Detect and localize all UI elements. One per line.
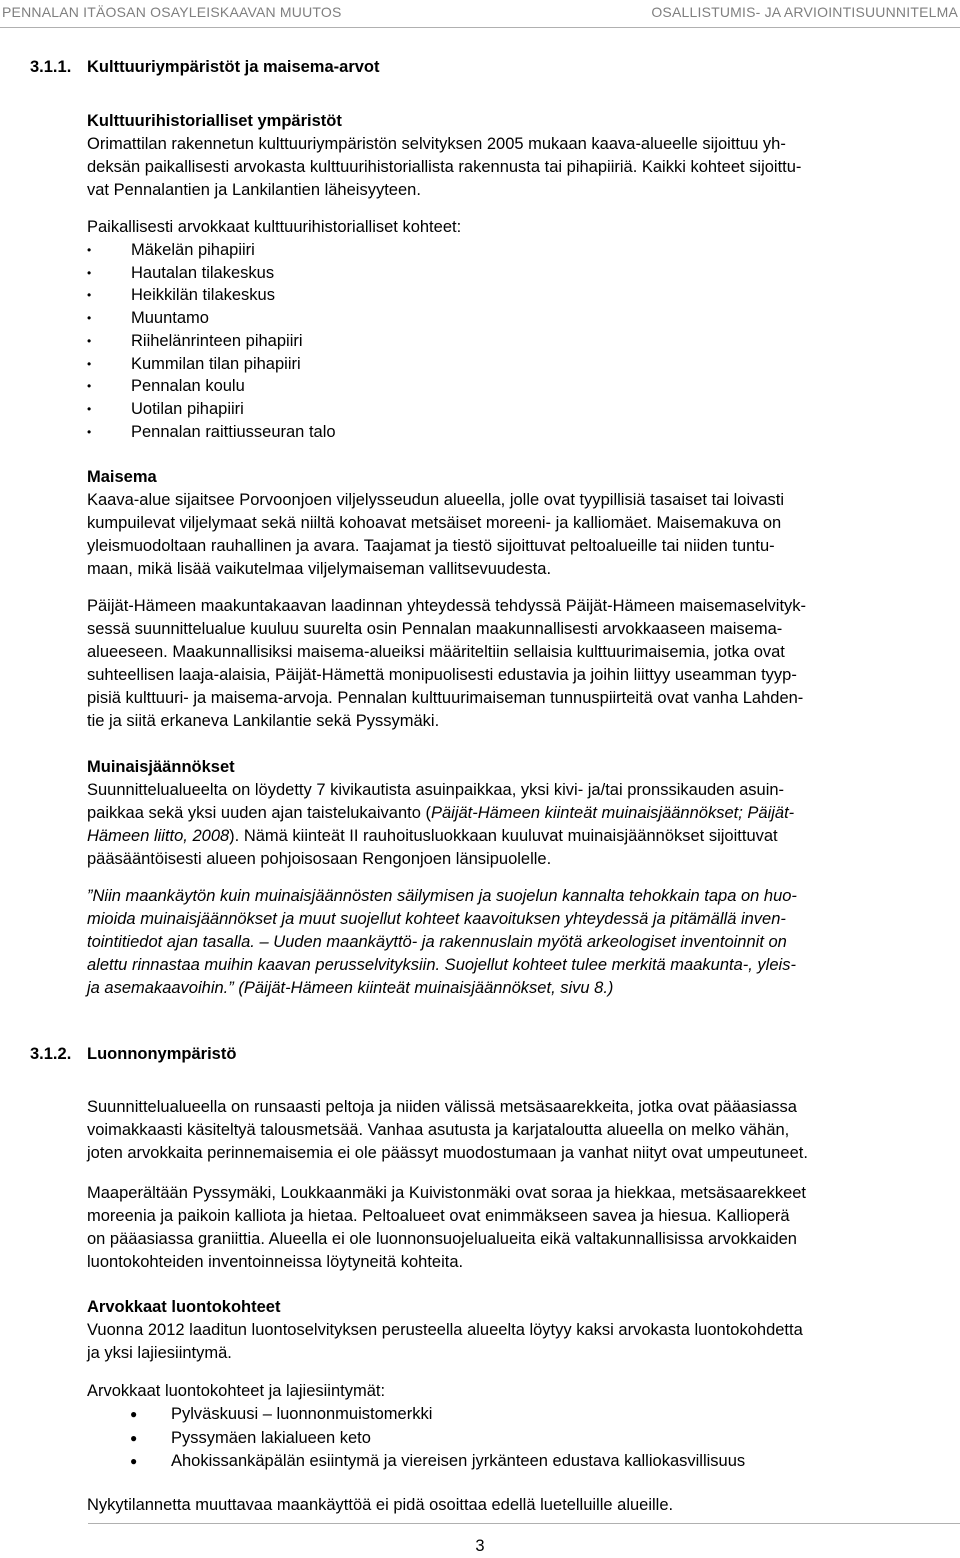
paragraph-line: sessä suunnittelualue kuuluu suurelta osin Pennalan maakunnallisesti arvokkaaseen maisema- [87,620,783,638]
header-document-title: PENNALAN ITÄOSAN OSAYLEISKAAVAN MUUTOS [2,4,342,20]
paragraph-line: Maaperältään Pyssymäki, Loukkaanmäki ja Kuivistonmäki ovat soraa ja hiekkaa, metsäsaarekkeet [87,1184,807,1202]
list-item: • Heikkilän tilakeskus [87,284,336,307]
section-heading-3-1-1 [30,56,380,79]
citation-text: Päijät-Hämeen kiinteät muinaisjäännökset; Päijät- [430,804,795,822]
paragraph-line: Päijät-Hämeen maakuntakaavan laadinnan yhteydessä tehdyssä Päijät-Hämeen maisemaselvityk- [87,597,807,615]
list-item: • Uotilan pihapiiri [87,398,336,421]
text-run: ). Nämä kiinteät II rauhoitusluokkaan kuuluvat muinaisjäännökset sijoittuvat [229,827,778,845]
citation-text: Hämeen liitto, 2008 [87,827,230,845]
paragraph-line: deksän paikallisesti arvokasta kulttuurihistoriallista rakennusta tai pihapiiriä. Kaikki kohteet sijoittu- [87,158,802,176]
list-item: • Muuntamo [87,307,336,330]
quote-line: ”Niin maankäytön kuin muinaisjäännösten säilymisen ja suojelun kannalta tehokkain tapa on huo- [87,887,797,905]
list-item: • Pennalan koulu [87,375,336,398]
paragraph-line: joten arvokkaita perinnemaisemia ei ole päässyt muodostumaan ja vanhat niityt ovat umpeutuneet. [87,1144,808,1162]
paragraph-line [87,802,794,825]
quote-line: ja asemakaavoihin.” (Päijät-Hämeen kiinteät muinaisjäännökset, sivu 8.) [87,979,614,997]
paragraph-line: Vuonna 2012 laaditun luontoselvityksen perusteella alueelta löytyy kaksi arvokasta luontokohdetta [87,1321,803,1339]
subheading-muinaisjaannokset: Muinaisjäännökset [87,758,235,776]
paragraph-line: yleismuodoltaan rauhallinen ja avara. Taajamat ja tiestö sijoittuvat peltoalueille tai niiden tuntu- [87,537,775,555]
paragraph-line: kumpuilevat viljelymaat sekä niiltä kohoavat metsäiset moreeni- ja kalliomäet. Maisemakuva on [87,514,782,532]
list-item: • Mäkelän pihapiiri [87,239,336,262]
paragraph-line: Suunnittelualueelta on löydetty 7 kivikautista asuinpaikkaa, yksi kivi- ja/tai pronssikauden asuin- [87,781,785,799]
paragraph-line: tie ja siitä erkaneva Lankilantie sekä Pyssymäki. [87,712,440,730]
header-document-type: OSALLISTUMIS- JA ARVIOINTISUUNNITELMA [651,4,958,20]
quote-line: tointitiedot ajan tasalla. – Uuden maankäyttö- ja rakennuslain myötä arkeologiset inventoinnit on [87,933,787,951]
header-divider [0,27,960,28]
list-intro: Arvokkaat luontokohteet ja lajiesiintymät: [87,1382,386,1400]
paragraph-line: Suunnittelualueella on runsaasti peltoja ja niiden välissä metsäsaarekkeita, jotka ovat pääasiassa [87,1098,797,1116]
section-title: Kulttuuriympäristöt ja maisema-arvot [87,58,380,76]
paragraph-line [87,825,778,848]
paragraph-line: on pääasiassa graniittia. Alueella ei ole luonnonsuojelualueita eikä valtakunnallisissa arvokkaiden [87,1230,797,1248]
list-item: • Pennalan raittiusseuran talo [87,421,336,444]
list-item: • Kummilan tilan pihapiiri [87,353,336,376]
page-header [0,0,960,32]
page-number: 3 [475,1537,485,1555]
text-run: paikkaa sekä yksi uuden ajan taistelukaivanto ( [87,804,431,822]
nature-sites-list [130,1403,745,1474]
quote-line: alettu rinnastaa muihin kaavan perusselvityksiin. Suojellut kohteet tulee merkitä maakunta-, yleis- [87,956,796,974]
paragraph-line: vat Pennalantien ja Lankilantien läheisyyteen. [87,181,421,199]
list-intro: Paikallisesti arvokkaat kulttuurihistorialliset kohteet: [87,218,462,236]
paragraph-line: pääsääntöisesti alueen pohjoisosaan Rengonjoen länsipuolelle. [87,850,552,868]
paragraph-line: luontokohteiden inventoinneissa löytyneitä kohteita. [87,1253,464,1271]
list-item: ● Pylväskuusi – luonnonmuistomerkki [130,1403,745,1427]
section-heading-3-1-2 [30,1043,236,1066]
subheading-maisema: Maisema [87,468,157,486]
list-item: ● Ahokissankäpälän esiintymä ja viereisen jyrkänteen edustava kalliokasvillisuus [130,1450,745,1474]
list-item: • Hautalan tilakeskus [87,262,336,285]
paragraph-line: voimakkaasti käsiteltyä talousmetsää. Vanhaa asutusta ja karjataloutta alueella on melko vähän, [87,1121,790,1139]
paragraph-line: maan, mikä lisää vaikutelmaa viljelymaiseman vallitsevuudesta. [87,560,552,578]
section-number: 3.1.2. [30,1045,72,1063]
paragraph-line: ja yksi lajiesiintymä. [87,1344,232,1362]
list-item: ● Pyssymäen lakialueen keto [130,1427,745,1451]
subheading-kulttuurihistorialliset: Kulttuurihistorialliset ympäristöt [87,112,342,130]
paragraph-line: Kaava-alue sijaitsee Porvoonjoen viljelysseudun alueella, jolle ovat tyypillisiä tasaiset tai loivasti [87,491,785,509]
quote-line: mioida muinaisjäännökset ja muut suojellut kohteet kaavoituksen yhteydessä ja pitämällä inven- [87,910,786,928]
paragraph-line: suhteellisen laaja-alaisia, Päijät-Hämettä monipuolisesti edustavia ja joihin liittyy useamman tyyp- [87,666,797,684]
heritage-sites-list [87,239,336,443]
footer-divider [88,1523,960,1524]
paragraph-line: alueeseen. Maakunnallisiksi maisema-alueiksi määriteltiin sellaisia kulttuurimaisemia, jotka ovat [87,643,785,661]
paragraph-line: pisiä kulttuuri- ja maisema-arvoja. Pennalan kulttuurimaiseman tunnuspiirteitä ovat vanha Lahden- [87,689,804,707]
section-title: Luonnonympäristö [87,1045,237,1063]
closing-paragraph: Nykytilannetta muuttavaa maankäyttöä ei pidä osoittaa edellä luetelluille alueille. [87,1496,674,1514]
section-number: 3.1.1. [30,58,72,76]
paragraph-line: moreenia ja paikoin kalliota ja hietaa. Peltoalueet ovat enimmäkseen savea ja hiesua. Kallioperä [87,1207,790,1225]
paragraph-line: Orimattilan rakennetun kulttuuriympäristön selvityksen 2005 mukaan kaava-alueelle sijoittuu yh- [87,135,786,153]
subheading-arvokkaat-luontokohteet: Arvokkaat luontokohteet [87,1298,281,1316]
list-item: • Riihelänrinteen pihapiiri [87,330,336,353]
